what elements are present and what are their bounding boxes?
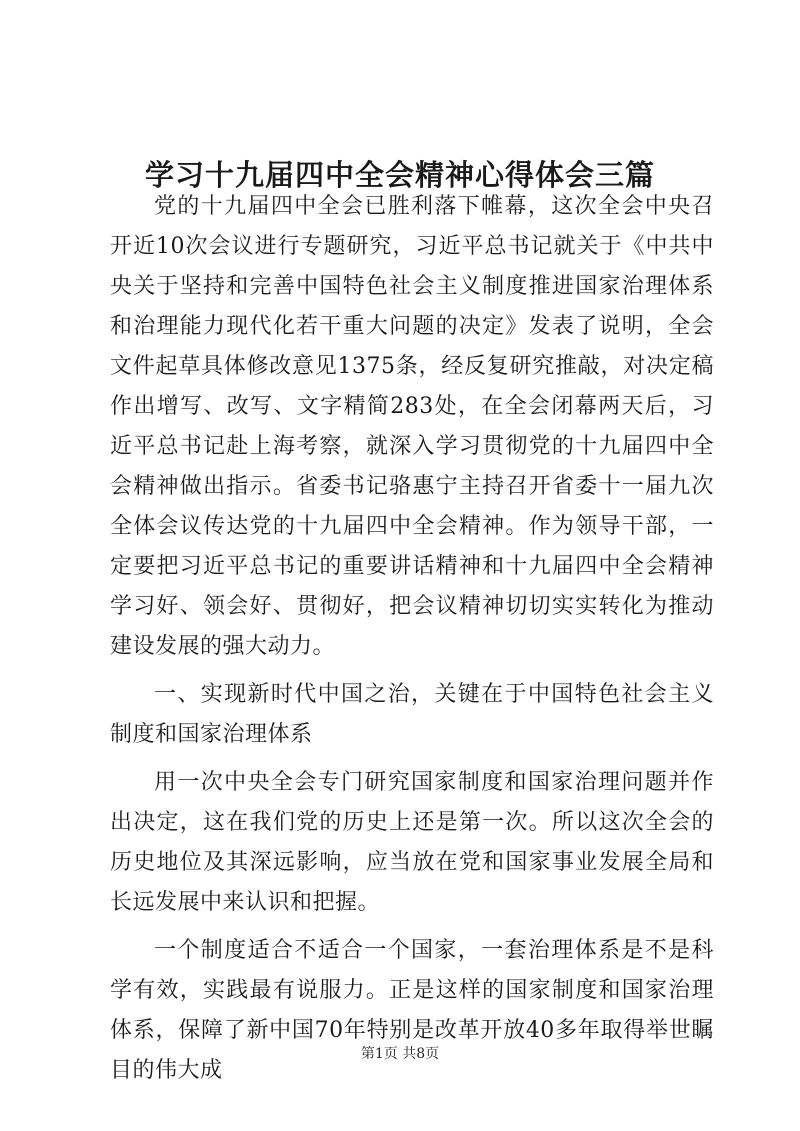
document-body (110, 187, 714, 1099)
page-footer: 第1页 共8页 (360, 1046, 440, 1062)
paragraph-section-1: 用一次中央全会专门研究国家制度和国家治理问题并作出决定，这在我们党的历史上还是第一次。所以这次全会的历史地位及其深远影响，应当放在党和国家事业发展全局和长远发展中来认识和把握。 (110, 770, 714, 915)
paragraph-intro: 党的十九届四中全会已胜利落下帷幕，这次全会中央召开近10次会议进行专题研究，习近平总书记就关于《中共中央关于坚持和完善中国特色社会主义制度推进国家治理体系和治理能力现代化若干重大问题的决定》发表了说明，全会文件起草具体修改意见1375条，经反复研究推敲，对决定稿作出增写、改写、文字精简283处，在全会闭幕两天后，习近平总书记赴上海考察，就深入学习贯彻党的十九届四中全会精神做出指示。省委书记骆惠宁主持召开省委十一届九次全体会议传达党的十九届四中全会精神。作为领导干部，一定要把习近平总书记的重要讲话精神和十九届四中全会精神学习好、领会好、贯彻好，把会议精神切切实实转化为推动建设发展的强大动力。 (110, 194, 714, 659)
paragraph-section-1-continued: 一个制度适合不适合一个国家，一套治理体系是不是科学有效，实践最有说服力。正是这样的国家制度和国家治理体系，保障了新中国70年特别是改革开放40多年取得举世瞩目的伟大成 (110, 938, 714, 1083)
document-title: 学习十九届四中全会精神心得体会三篇 (144, 158, 655, 193)
section-heading-1: 一、实现新时代中国之治，关键在于中国特色社会主义制度和国家治理体系 (110, 682, 714, 747)
